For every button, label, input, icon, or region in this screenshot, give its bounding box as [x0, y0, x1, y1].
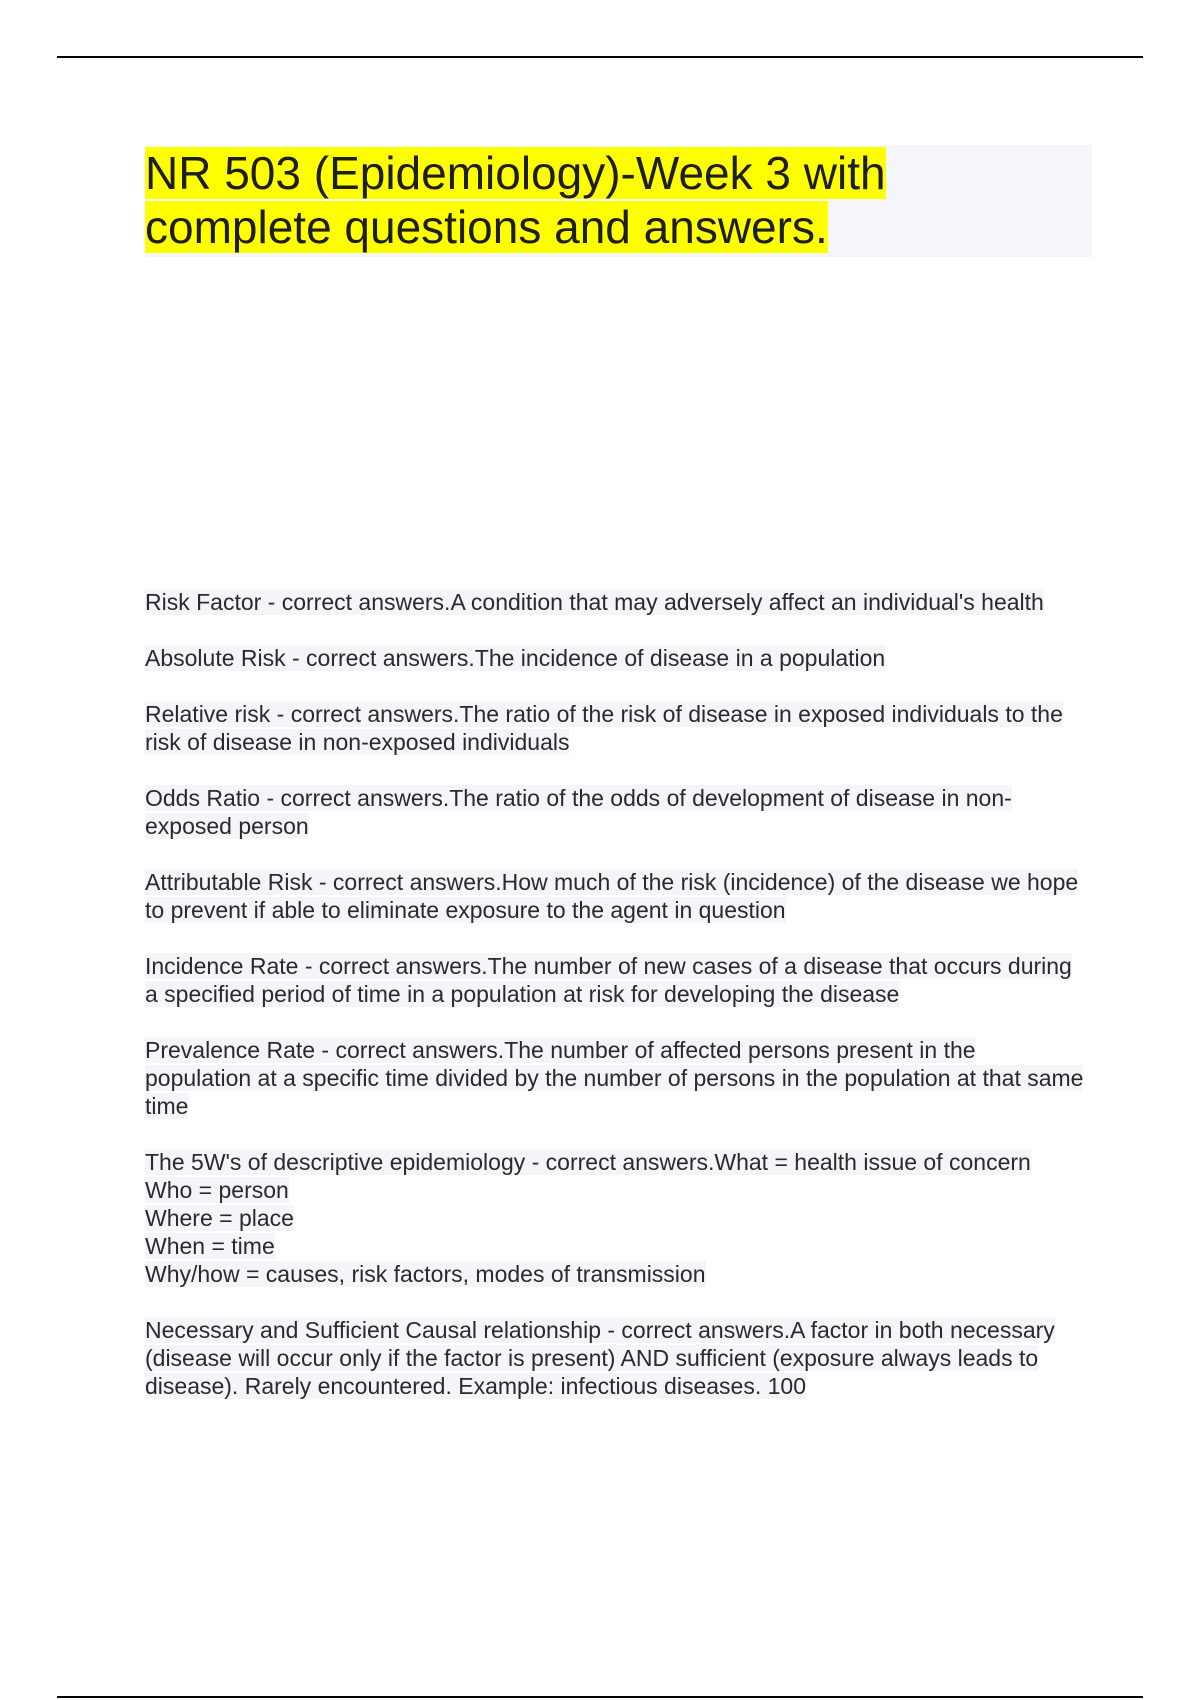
document-title: [145, 146, 965, 254]
qa-entry-text: Incidence Rate - correct answers.The number of new cases of a disease that occurs during a specified period of time in a population at risk for developing the disease: [145, 953, 1072, 1007]
qa-entry-line-text: Who = person: [145, 1177, 289, 1203]
qa-entry-text: Odds Ratio - correct answers.The ratio of the odds of development of disease in non-exposed person: [145, 785, 1012, 839]
qa-entry-odds-ratio: [145, 784, 1085, 840]
qa-entry-attributable-risk: [145, 868, 1085, 924]
qa-entry-incidence-rate: [145, 952, 1085, 1008]
qa-entry-risk-factor: [145, 588, 1085, 616]
qa-entry-line-text: When = time: [145, 1233, 275, 1259]
qa-entry-absolute-risk: [145, 644, 1085, 672]
qa-entry-text: Necessary and Sufficient Causal relationship - correct answers.A factor in both necessary (disease will occur only if the factor is present) AND sufficient (exposure always leads to disease). Rarely encountered. Example: infectious diseases. 100: [145, 1317, 1055, 1399]
qa-list: [145, 588, 1085, 1428]
qa-entry-prevalence-rate: [145, 1036, 1085, 1120]
top-rule: [57, 56, 1143, 58]
qa-entry-text: Absolute Risk - correct answers.The incidence of disease in a population: [145, 645, 886, 671]
qa-entry-line-text: The 5W's of descriptive epidemiology - correct answers.What = health issue of concern: [145, 1149, 1031, 1175]
qa-entry-line: [145, 1232, 1085, 1260]
qa-entry-relative-risk: [145, 700, 1085, 756]
qa-entry-line-text: Where = place: [145, 1205, 294, 1231]
qa-entry-text: Attributable Risk - correct answers.How much of the risk (incidence) of the disease we hope to prevent if able to eliminate exposure to the agent in question: [145, 869, 1079, 923]
qa-entry-line: [145, 1176, 1085, 1204]
qa-entry-line-text: Why/how = causes, risk factors, modes of transmission: [145, 1261, 706, 1287]
qa-entry-text: Prevalence Rate - correct answers.The number of affected persons present in the population at a specific time divided by the number of persons in the population at that same time: [145, 1037, 1084, 1119]
qa-entry-line: [145, 1204, 1085, 1232]
qa-entry-text: Risk Factor - correct answers.A condition that may adversely affect an individual's health: [145, 589, 1044, 615]
qa-entry-line: [145, 1260, 1085, 1288]
bottom-rule: [57, 1696, 1143, 1698]
document-title-text: NR 503 (Epidemiology)-Week 3 with complete questions and answers.: [145, 147, 886, 253]
qa-entry-line: [145, 1148, 1085, 1176]
qa-entry-5ws: [145, 1148, 1085, 1288]
qa-entry-causal-relationship: [145, 1316, 1085, 1400]
qa-entry-text: Relative risk - correct answers.The ratio of the risk of disease in exposed individuals to the risk of disease in non-exposed individuals: [145, 701, 1063, 755]
